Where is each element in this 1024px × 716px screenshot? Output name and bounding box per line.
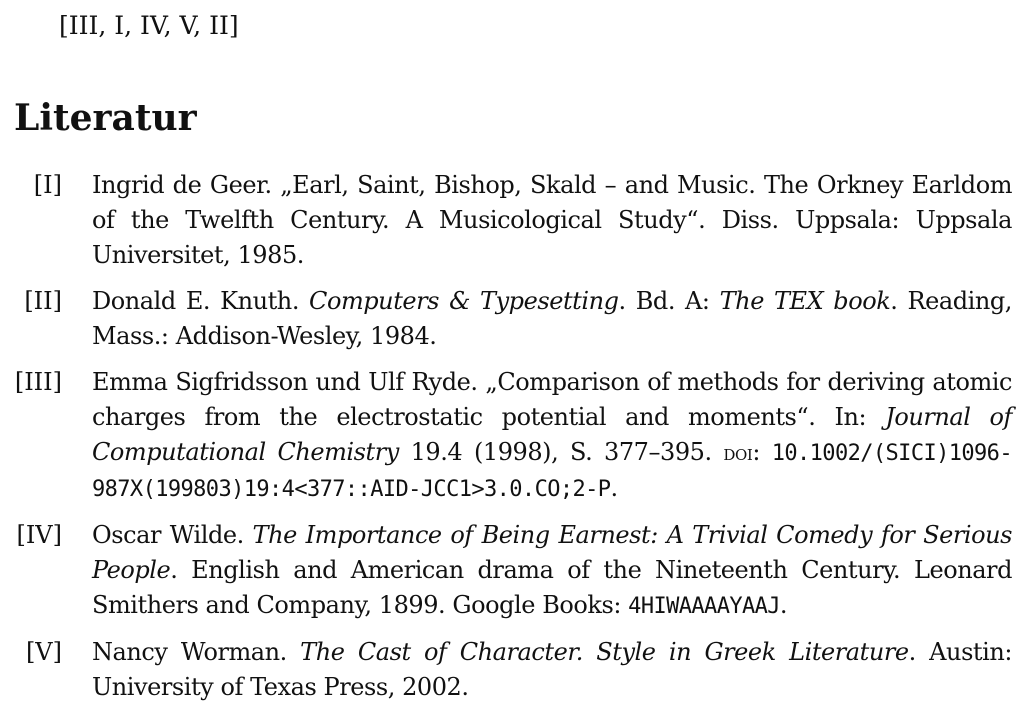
- entry-text-run: :: [752, 438, 772, 466]
- entry-label: [III]: [14, 368, 62, 396]
- bibliography-entry: [0, 518, 1024, 624]
- entry-title-italic: Computers & Typesetting: [309, 287, 619, 315]
- bibliography-entry: [0, 635, 1024, 705]
- doi-label: doi: [723, 441, 753, 466]
- entry-text-run: 19.4 (1998), S. 377–395.: [398, 438, 724, 466]
- entry-text-run: . Bd. A:: [618, 287, 720, 315]
- entry-label: [IV]: [16, 521, 62, 549]
- entry-title-italic: The Importance of Being Earnest: A Trivial Comedy for Serious People: [92, 521, 1012, 584]
- entry-label: [II]: [24, 287, 62, 315]
- entry-text-run: Nancy Worman.: [92, 638, 301, 666]
- entry-title-italic: Journal of Computational Chemistry: [92, 403, 1012, 466]
- entry-text-run: . Reading, Mass.: Addison-Wesley, 1984.: [92, 287, 1012, 350]
- entry-text: [92, 284, 1012, 354]
- entry-text-run: .: [779, 591, 788, 619]
- entry-text: [92, 365, 1012, 507]
- entry-text-run: . English and American drama of the Nineteenth Century. Leonard Smithers and Company, 1899. Google Books:: [92, 556, 1012, 619]
- section-heading-literatur: Literatur: [14, 97, 197, 139]
- entry-text: [92, 635, 1012, 705]
- bibliography-list: [0, 168, 1024, 716]
- bibliography-entry: [0, 168, 1024, 273]
- citation-reference-list: [III, I, IV, V, II]: [59, 11, 239, 40]
- entry-label: [V]: [25, 638, 62, 666]
- entry-text: [92, 518, 1012, 624]
- entry-label: [I]: [33, 171, 62, 199]
- bibliography-entry: [0, 365, 1024, 507]
- entry-identifier-mono: 10.1002/​(SICI)1096-987X(199803)19:4<377::AID-JCC1>3.0.CO;2-P: [92, 441, 1012, 502]
- entry-text: [92, 168, 1012, 273]
- entry-text-run: .: [610, 474, 618, 502]
- entry-title-italic: The Cast of Character. Style in Greek Literature: [300, 638, 909, 666]
- entry-text-run: Ingrid de Geer. „Earl, Saint, Bishop, Skald – and Music. The Orkney Earldom of the Twelfth Century. A Musicological Study“. Diss. Uppsala: Uppsala Universitet, 1985.: [92, 171, 1012, 269]
- entry-text-run: Donald E. Knuth.: [92, 287, 310, 315]
- entry-identifier-mono: 4HIWAAAAYAAJ: [628, 594, 780, 619]
- entry-text-run: Oscar Wilde.: [92, 521, 253, 549]
- entry-text-run: Emma Sigfridsson und Ulf Ryde. „Comparison of methods for deriving atomic charges from the electrostatic potential and moments“. In:: [92, 368, 1012, 431]
- entry-title-italic: The TEX book: [719, 287, 891, 315]
- entry-text-run: . Austin: University of Texas Press, 2002.: [92, 638, 1012, 701]
- bibliography-entry: [0, 284, 1024, 354]
